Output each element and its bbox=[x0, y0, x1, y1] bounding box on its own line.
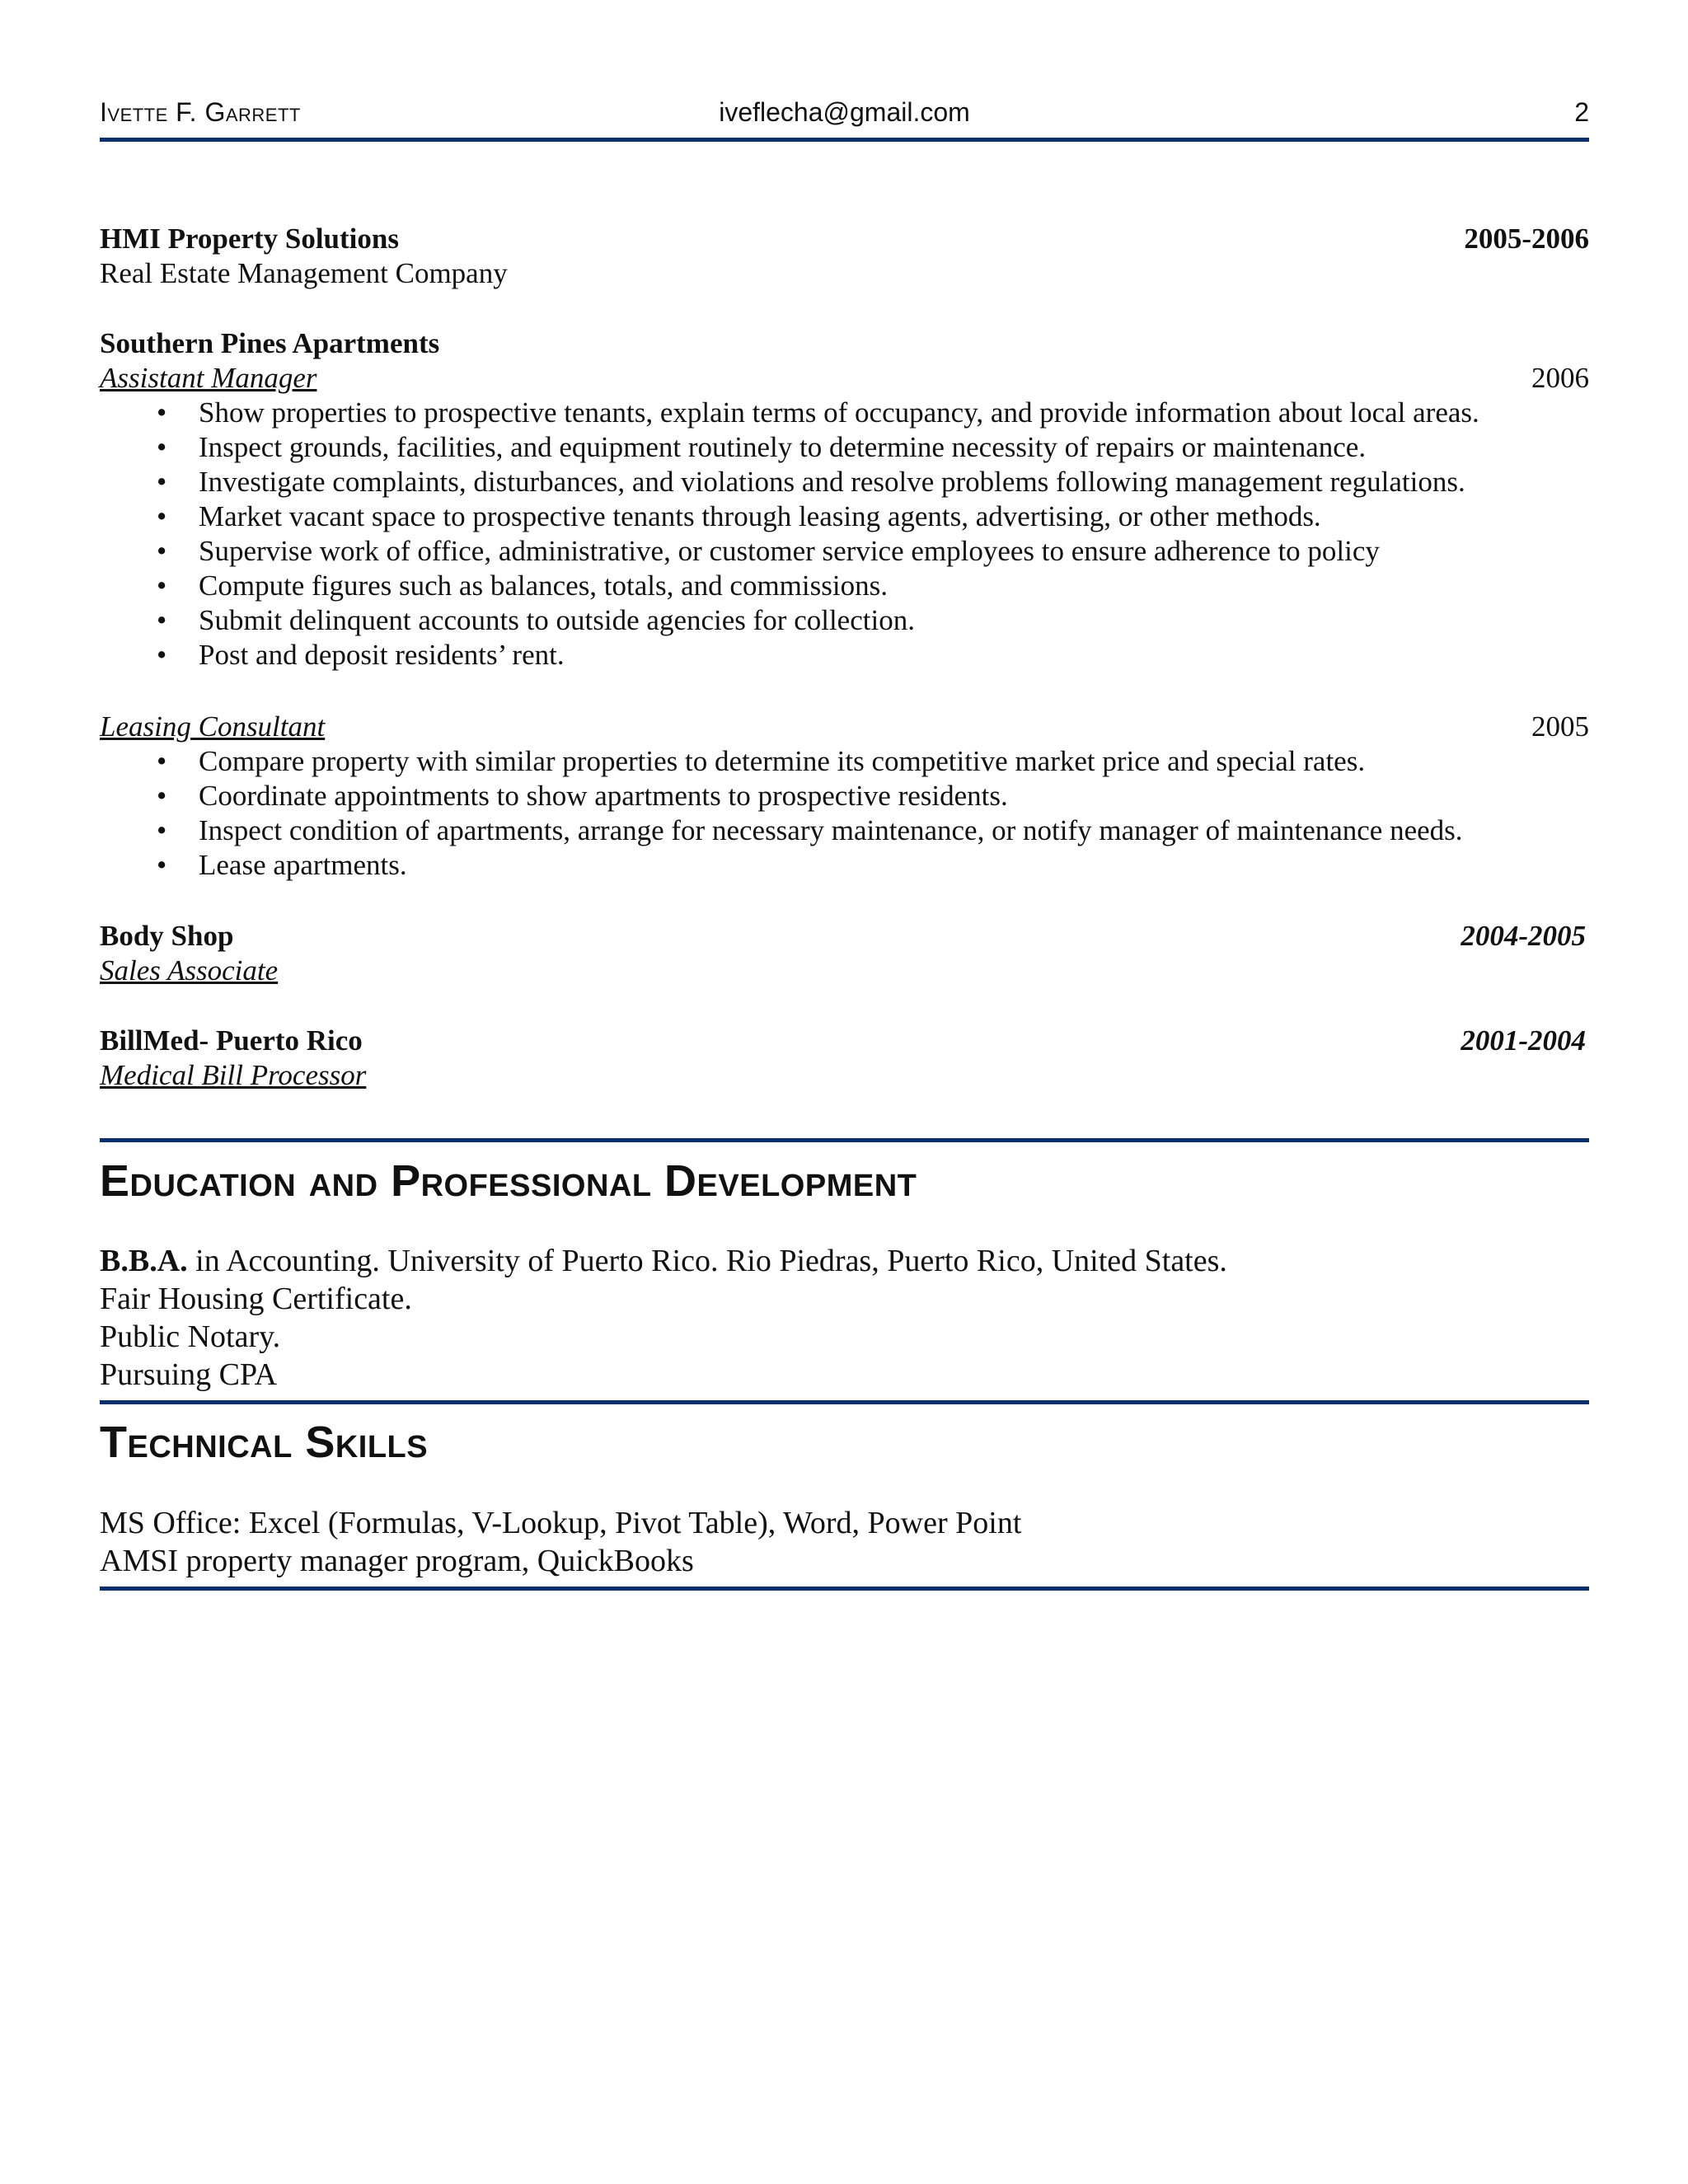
bullet-icon: • bbox=[157, 604, 167, 636]
bullet-icon: • bbox=[157, 500, 167, 532]
candidate-email[interactable]: iveflecha@gmail.com bbox=[719, 97, 970, 127]
section-divider bbox=[100, 1586, 1589, 1591]
company-name: BillMed- Puerto Rico bbox=[100, 1024, 363, 1057]
section-divider bbox=[100, 1400, 1589, 1404]
job-title: Leasing Consultant bbox=[100, 710, 326, 743]
list-item: Compare property with similar properties to determine its competitive market price and special rates. bbox=[199, 745, 1366, 777]
section-title-education: Education and Professional Development bbox=[100, 1156, 917, 1206]
bullet-icon: • bbox=[157, 745, 167, 777]
list-item: Investigate complaints, disturbances, and violations and resolve problems following management regulations. bbox=[199, 466, 1465, 498]
bullet-icon: • bbox=[157, 535, 167, 567]
bullet-icon: • bbox=[157, 780, 167, 812]
list-item: Inspect grounds, facilities, and equipment routinely to determine necessity of repairs or maintenance. bbox=[199, 431, 1367, 463]
job-year: 2005 bbox=[1531, 710, 1589, 743]
degree-abbr: B.B.A. bbox=[100, 1244, 188, 1278]
list-item: Market vacant space to prospective tenants through leasing agents, advertising, or other methods. bbox=[199, 500, 1321, 532]
list-item: Supervise work of office, administrative, or customer service employees to ensure adherence to policy bbox=[199, 535, 1380, 567]
job-title: Medical Bill Processor bbox=[100, 1059, 367, 1091]
company-name: Body Shop bbox=[100, 920, 234, 952]
certification: Pursuing CPA bbox=[100, 1357, 278, 1392]
bullet-icon: • bbox=[157, 639, 167, 671]
employment-dates: 2001-2004 bbox=[1461, 1024, 1586, 1057]
certification: Fair Housing Certificate. bbox=[100, 1282, 412, 1316]
property-name: Southern Pines Apartments bbox=[100, 327, 440, 359]
list-item: Submit delinquent accounts to outside agencies for collection. bbox=[199, 604, 915, 636]
company-description: Real Estate Management Company bbox=[100, 257, 508, 289]
degree-line bbox=[100, 1242, 1227, 1280]
section-divider bbox=[100, 1138, 1589, 1142]
job-title: Assistant Manager bbox=[100, 362, 317, 394]
page-number: 2 bbox=[1574, 97, 1589, 127]
list-item: Lease apartments. bbox=[199, 849, 407, 881]
job-year: 2006 bbox=[1531, 362, 1589, 394]
list-item: Coordinate appointments to show apartments to prospective residents. bbox=[199, 780, 1008, 812]
employment-dates: 2005-2006 bbox=[1464, 223, 1589, 255]
bullet-icon: • bbox=[157, 814, 167, 846]
list-item: Inspect condition of apartments, arrange for necessary maintenance, or notify manager of maintenance needs. bbox=[199, 814, 1463, 846]
job-title: Sales Associate bbox=[100, 954, 279, 987]
list-item: Compute figures such as balances, totals, and commissions. bbox=[199, 569, 888, 602]
bullet-icon: • bbox=[157, 431, 167, 463]
bullet-icon: • bbox=[157, 849, 167, 881]
list-item: Show properties to prospective tenants, explain terms of occupancy, and provide information about local areas. bbox=[199, 396, 1479, 429]
header-divider bbox=[100, 138, 1589, 142]
bullet-icon: • bbox=[157, 569, 167, 602]
skill-line: AMSI property manager program, QuickBooks bbox=[100, 1544, 694, 1578]
degree-details: in Accounting. University of Puerto Rico. Rio Piedras, Puerto Rico, United States. bbox=[187, 1244, 1227, 1278]
skill-line: MS Office: Excel (Formulas, V-Lookup, Pivot Table), Word, Power Point bbox=[100, 1506, 1022, 1540]
company-name: HMI Property Solutions bbox=[100, 223, 399, 255]
bullet-icon: • bbox=[157, 466, 167, 498]
bullet-icon: • bbox=[157, 396, 167, 429]
list-item: Post and deposit residents’ rent. bbox=[199, 639, 565, 671]
certification: Public Notary. bbox=[100, 1319, 281, 1354]
employment-dates: 2004-2005 bbox=[1461, 920, 1586, 952]
section-title-skills: Technical Skills bbox=[100, 1418, 429, 1467]
page-header bbox=[100, 97, 1589, 135]
candidate-name: Ivette F. Garrett bbox=[100, 97, 301, 127]
